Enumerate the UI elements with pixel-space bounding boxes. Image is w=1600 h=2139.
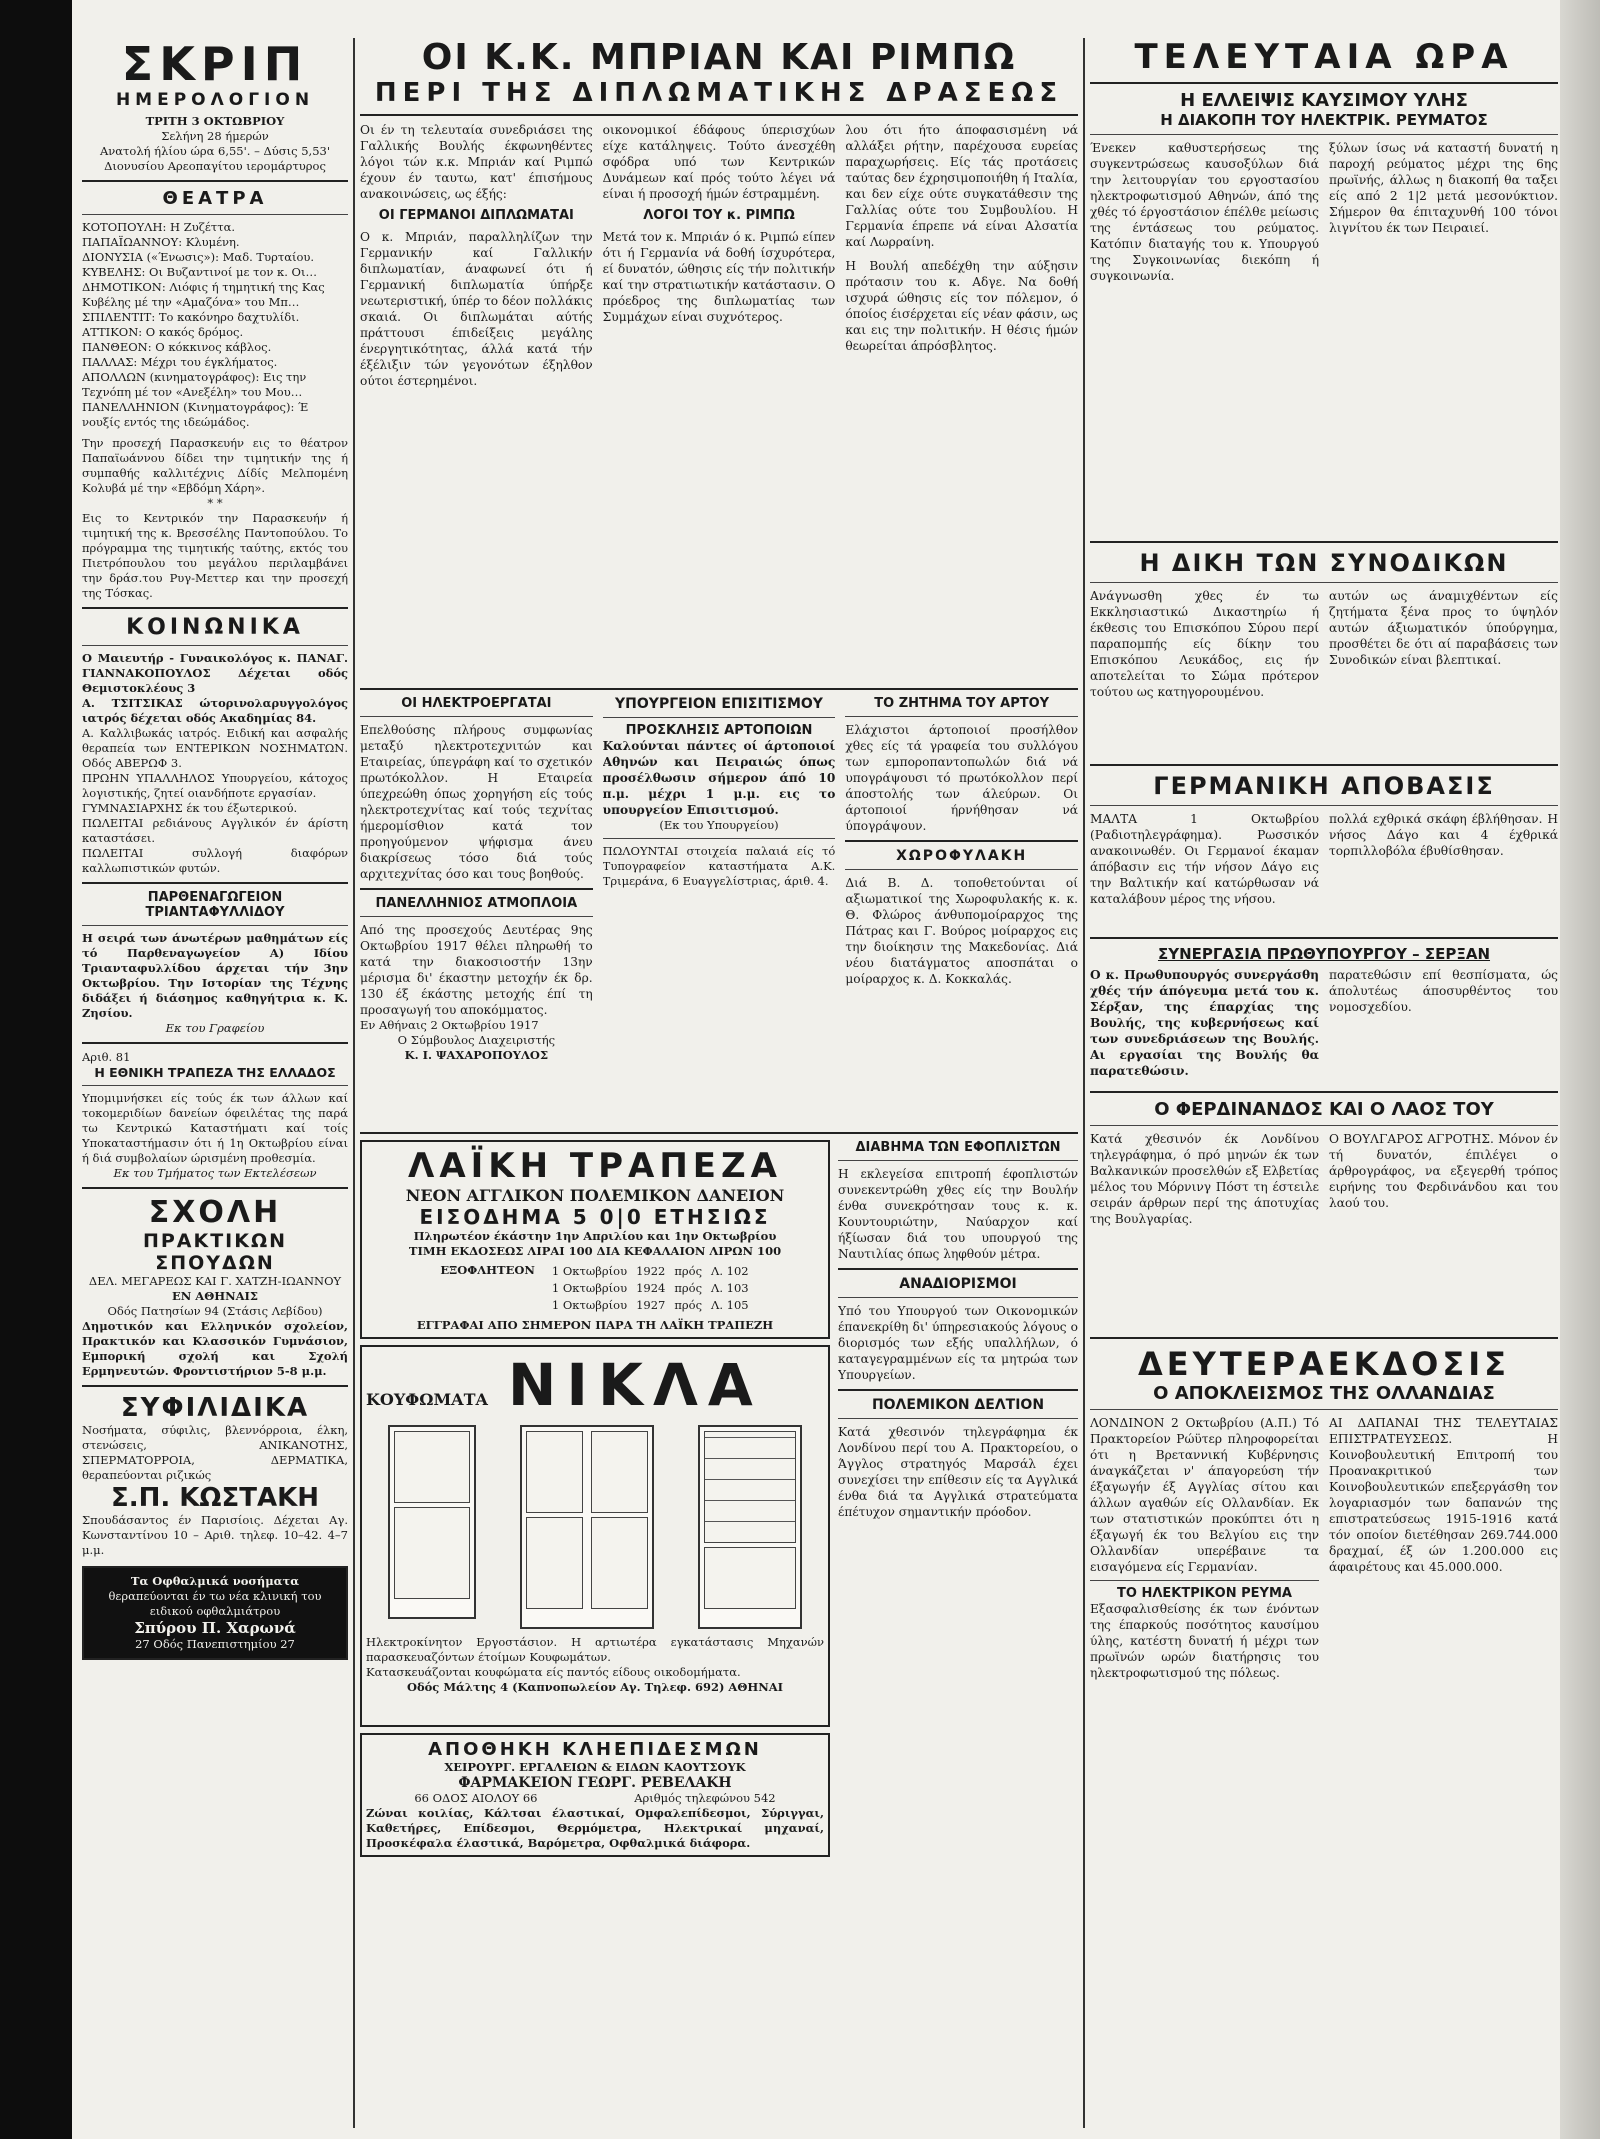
laiki-line2: ΕΙΣΟΔΗΜΑ 5 0|0 ΕΤΗΣΙΩΣ [419, 1205, 771, 1229]
ministry-text: Καλούνται πάντες οί άρτοποιοί Αθηνών και Πειραιώς όπως προσέλθωσιν σήμερον άπό 10 π.μ. μέχρι 1 μ.μ. εις το υπουργείον Επισιτισμού. [602, 739, 836, 817]
syphilis-ad-details: Σπουδάσαντος έν Παρισίοις. Δέχεται Αγ. Κωνσταντίνου 10 – Αριθ. τηλεφ. 10–42. 4–7 μ.μ. [82, 1513, 348, 1557]
middle-news-row [360, 696, 1078, 1126]
lead-col2b-text: Μετά τον κ. Μπριάν ό κ. Ριμπώ είπεν ότι ή Γερμανία νά δοθή ίσχυρότερα, εί δυνατόν, ώθησις είς τήν πολιτικήν καί την στρατιωτικήν κατάστασιν. Ο πρόεδρος της διπλωματίας των Συμμάχων είναι συχνότερος. [602, 230, 836, 324]
eye-ad-address: 27 Οδός Πανεπιστημίου 27 [135, 1637, 295, 1651]
lead-subheading: ΟΙ ΓΕΡΜΑΝΟΙ ΔΙΠΛΩΜΑΤΑΙ [378, 208, 574, 223]
pharmacy-text: Ζώναι κοιλίας, Κάλτσαι έλαστικαί, Ομφαλεπίδεσμοι, Σύριγγαι, Καθετήρες, Επίδεσμοι, Θερμόμετρα, Ηλεκτρικαί μηχαναί, Προσκέφαλα έλαστικά, Βαρόμετρα, Οφθαλμικά διάφορα. [366, 1806, 824, 1850]
ads-block [360, 1140, 830, 2086]
lead-col1b-text: Ο κ. Μπριάν, παραλληλίζων την Γερμανικήν καί Γαλλικήν διπλωματίαν, άναφωνεί ότι ή Γερμανική διπλωματία ύπήρξε νεωτεριστική, ύπέρ το δέον πολλάκις σκαιά. Οι διπλωμάται αύτής πράττουσι έπιδείξεις μεγάλης ένεργητικότητας, άλλά κατά τήν έξέλιξιν τών γεγονότων έξηλθον ούτοι έστερημένοι. [360, 230, 593, 388]
theatre-item: ΠΑΝΘΕΟΝ: Ο κόκκινος κάβλος. [82, 340, 272, 354]
energy-text: Επελθούσης πλήρους συμφωνίας μεταξύ ηλεκτροτεχνιτών και Εταιρείας, ύπεγράφη καί το σχετικόν πρωτόκολλον. Η Εταιρεία ύπεχρεώθη όπως χορηγήση είς τούς ηλεκτροτεχνίτας καί τούς τεχνίτας ήμερομίσθιον κατά τον προηγούμενον ψήφισμα άνευ διακρίσεως τόσο διά τούς αρχιτεχνίτας όσο και τους βοηθούς. [360, 723, 593, 881]
laiki-footer: ΕΓΓΡΑΦΑΙ ΑΠΟ ΣΗΜΕΡΟΝ ΠΑΡΑ ΤΗ ΛΑΪΚΗ ΤΡΑΠΕΖΗ [416, 1318, 774, 1332]
theatre-item: ΔΙΟΝΥΣΙΑ («Ένωσις»): Μαδ. Τυρταίου. [82, 250, 315, 264]
theatre-item: ΣΠΙΛΕΝΤΙΤ: Το κακόνηρο δαχτυλίδι. [82, 310, 300, 324]
laiki-rows [551, 1263, 750, 1314]
cooperation-text: Ο κ. Πρωθυπουργός συνεργάσθη χθές τήν άπόγευμα μετά του κ. Σέρξαν, της έπαρχίας της Βουλής, της κυβερνήσεως καί των συνεδριάσεων της Βουλής. Αι εργασίαι της Βουλής θα παρατεθώσιν. [1090, 968, 1319, 1078]
door-illustrations [366, 1425, 824, 1629]
theatre-item: ΠΑΛΛΑΣ: Μέχρι του έγκλήματος. [82, 355, 278, 369]
last-hour-heading: Η ΕΛΛΕΙΨΙΣ ΚΑΥΣΙΜΟΥ ΥΛΗΣ [1180, 90, 1468, 111]
ministry-subheading: ΠΡΟΣΚΛΗΣΙΣ ΑΡΤΟΠΟΙΩΝ [625, 723, 813, 738]
dark-scan-margin [0, 0, 72, 2139]
double-door-icon [520, 1425, 654, 1629]
pharmacy-phone: Αριθμός τηλεφώνου 542 [634, 1791, 776, 1805]
ads-row [360, 1140, 1078, 2086]
nikla-label: ΚΟΥΦΩΜΑΤΑ [366, 1390, 488, 1409]
cooperation-col2: παρατεθώσιν επί θεσπίσματα, ώς άπολυτέως άποσυρθέντος του νομοσχεδίου. [1329, 968, 1558, 1014]
social-entry: ΓΥΜΝΑΣΙΑΡΧΗΣ έκ του έξωτερικού. [82, 801, 298, 815]
syphilis-ad-text: Νοσήματα, σύφιλις, βλεννόρροια, έλκη, στενώσεις, ΑΝΙΚΑΝΟΤΗΣ, ΣΠΕΡΜΑΤΟΡΡΟΙΑ, ΔΕΡΜΑΤΙΚΑ, θεραπεύονται ριζικώς [82, 1423, 348, 1482]
school-ad-directors: ΔΕΛ. ΜΕΓΑΡΕΩΣ ΚΑΙ Γ. ΧΑΤΖΗ-ΙΩΑΝΝΟΥ [88, 1274, 342, 1288]
column-rule [353, 38, 355, 2128]
school-ad-text: Δημοτικόν και Ελληνικόν σχολείον, Πρακτικόν και Κλασσικόν Γυμνάσιον, Εμπορική σχολή και Σχολή Ερμηνευτών. Φροντιστήριον 5-8 μ.μ. [82, 1319, 348, 1378]
window-door-icon [698, 1425, 802, 1629]
pharmacy-title: ΑΠΟΘΗΚΗ ΚΛΗΕΠΙΔΕΣΜΩΝ [428, 1739, 762, 1760]
left-column: ΣΚΡΙΠ ΗΜΕΡΟΛΟΓΙΟΝ ΤΡΙΤΗ 3 ΟΚΤΩΒΡΙΟΥ Σελήνη 28 ήμερών Ανατολή ήλίου ώρα 6,55'. – Δύσις 5,53' Διονυσίου Αρεοπαγίτου ιερομάρτυρος ΘΕΑΤΡΑ ΚΟΤΟΠΟΥΛΗ: Η Ζυζέττα. ΠΑΠΑΪΩΑΝΝΟΥ: Κλυμένη. ΔΙΟΝΥΣΙΑ («Ένωσις»): Μαδ. Τυρταίου. ΚΥΒΕΛΗΣ: Οι Βυζαντινοί με τον κ. Οι… ΔΗΜΟΤΙΚΟΝ: Λιόφις ή τημητική της Κας Κυβέλης μέ την «Αμαζόνα» του Μπ… ΣΠΙΛΕΝΤΙΤ: Το κακόνηρο δαχτυλίδι. ΑΤΤΙΚΟΝ: Ο κακός δρόμος. ΠΑΝΘΕΟΝ: Ο κόκκινος κάβλος. ΠΑΛΛΑΣ: Μέχρι του έγκλήματος. ΑΠΟΛΛΩΝ (κινηματογράφος): Εις την Τεχνόπη μέ τον «Ανεξέλη» του Μου… ΠΑΝΕΛΛΗΝΙΟΝ (Κινηματογράφος): Έ νουξίς εντός της ιδεώμάδος. Την προσεχή Παρασκευήν εις το θέατρον Παπαϊωάννου δίδει την τιμητικήν της ή συμπαθής καλλιτέχνις Δίδίς Μελπομένη Κολυβά μέ την «Εβδόμη Χάρη». * * Εις το Κεντρικόν την Παρασκευήν ή τιμητική της κ. Βρεσσέλης Παντοπούλου. Το πρόγραμμα της τιμητικής ταύτης, εκτός του Πιετρόπουλου του μεγάλου περιλαμβάνει την δράσ.του Ρυγ-Μεττερ και την προσεχή της Τόσκας. ΚΟΙΝΩΝΙΚΑ Ο Μαιευτήρ - Γυναικολόγος κ. ΠΑΝΑΓ. ΓΙΑΝΝΑΚΟΠΟΥΛΟΣ Δέχεται οδός Θεμιστοκλέους 3 Α. ΤΣΙΤΣΙΚΑΣ ώτορινολαρυγγολόγος ιατρός δέχεται οδός Ακαδημίας 84. Α. Καλλιβωκάς ιατρός. Ειδική και ασφαλής θεραπεία των ΕΝΤΕΡΙΚΩΝ ΝΟΣΗΜΑΤΩΝ. Οδός ΑΒΕΡΩΦ 3. ΠΡΩΗΝ ΥΠΑΛΛΗΛΟΣ Υπουργείου, κάτοχος λογιστικής, ζητεί οιανδήποτε εργασίαν. ΓΥΜΝΑΣΙΑΡΧΗΣ έκ του έξωτερικού. ΠΩΛΕΙΤΑΙ ρεδιάνους Αγγλικόν έν άρίστη καταστάσει. ΠΩΛΕΙΤΑΙ συλλογή διαφόρων καλλωπιστικών φυτών. ΠΑΡΘΕΝΑΓΩΓΕΙΟΝ ΤΡΙΑΝΤΑΦΥΛΛΙΔΟΥ Η σειρά των άνωτέρων μαθημάτων είς τό Παρθεναγωγείον Α) Ιδίου Τριανταφυλλίδου άρχεται τήν 3ην Οκτωβρίου. Την Ιστορίαν της Τέχνης διδάξει ή διάσημος καθηγήτρια κ. Κ. Ζησίου. Εκ του Γραφείου Αριθ. 81 Η ΕΘΝΙΚΗ ΤΡΑΠΕΖΑ ΤΗΣ ΕΛΛΑΔΟΣ Υπομιμνήσκει είς τούς έκ των άλλων καί τοκομεριδίων δανείων όφειλέτας της παρά τω Κεντρικώ Καταστήματι καί τοίς Υποκαταστήμασιν ότι ή 1η Οκτωβρίου είναι ή διά συμβολαίων ώρισμένη προθεσμία. Εκ του Τμήματος των Εκτελέσεων ΣΧΟΛΗ ΠΡΑΚΤΙΚΩΝ ΣΠΟΥΔΩΝ ΔΕΛ. ΜΕΓΑΡΕΩΣ ΚΑΙ Γ. ΧΑΤΖΗ-ΙΩΑΝΝΟΥ ΕΝ ΑΘΗΝΑΙΣ Οδός Πατησίων 94 (Στάσις Λεβίδου) Δημοτικόν και Ελληνικόν σχολείον, Πρακτικόν και Κλασσικόν Γυμνάσιον, Εμπορική σχολή και Σχολή Ερμηνευτών. Φροντιστήριον 5-8 μ.μ. ΣΥΦΙΛΙΔΙΚΑ Νοσήματα, σύφιλις, βλεννόρροια, έλκη, στενώσεις, ΑΝΙΚΑΝΟΤΗΣ, ΣΠΕΡΜΑΤΟΡΡΟΙΑ, ΔΕΡΜΑΤΙΚΑ, θεραπεύονται ριζικώς Σ.Π. ΚΩΣΤΑΚΗ Σπουδάσαντος έν Παρισίοις. Δέχεται Αγ. Κωνσταντίνου 10 – Αριθ. τηλεφ. 10–42. 4–7 μ.μ. Τα Οφθαλμικά νοσήματα θεραπεύονται έν τω νέα κλινική του ειδικού οφθαλμιάτρου Σπύρου Π. Χαρωνά 27 Οδός Πανεπιστημίου 27 [82, 38, 348, 1660]
nikla-caption: Ηλεκτροκίνητον Εργοστάσιον. Η αρτιωτέρα εγκατάστασις Μηχανών παρασκευαζόντων έτοίμων Κουφωμάτων. [366, 1635, 824, 1664]
news-col [845, 696, 1078, 1126]
reprint-col1: ΛΟΝΔΙΝΟΝ 2 Οκτωβρίου (Α.Π.) Τό Πρακτορείον Ρώϋτερ πληροφορείται ότι η Βρεταννική Κυβέρνησις άναγκάζεται ν' άπαγορεύση τήν έξαγωγήν έξ Αγγλίας σίτου και άλλων αγαθών είς Ολλανδίαν. Εκ των στατιστικών προκύπτει ότι η έξαγωγή έκ του Βελγίου εις την Ολλανδίαν υπερέβαινε τα εισαγόμενα είς Γερμανίαν. [1090, 1416, 1319, 1574]
theatre-item: ΑΤΤΙΚΟΝ: Ο κακός δρόμος. [82, 325, 244, 339]
theatres-heading: ΘΕΑΤΡΑ [162, 188, 268, 209]
lead-subhead: ΠΕΡΙ ΤΗΣ ΔΙΠΛΩΜΑΤΙΚΗΣ ΔΡΑΣΕΩΣ [374, 78, 1064, 108]
lead-col3-text: λου ότι ήτο άποφασισμένη νά αλλάξει ρήτην, παρέχουσα ευρείας παραχωρήσεις. Είς τάς προτάσεις ταύτας δεν έχρησιμοποιήθη ή Ιταλία, και δεν είχε ούτε συγκατάθεσιν της Γαλλίας ούτε του Συμβουλίου. Η Γερμανία έπρεπε νά είναι Αλσατία καί Λωρραίνη. [845, 123, 1078, 249]
bank-notice-text: Υπομιμνήσκει είς τούς έκ των άλλων καί τοκομεριδίων δανείων όφειλέτας της παρά τω Κεντρικώ Καταστήματι καί τοίς Υποκαταστήμασιν ότι ή 1η Οκτωβρίου είναι ή διά συμβολαίων ώρισμένη προθεσμία. [82, 1091, 348, 1165]
table-row: 1 Οκτωβρίου 1922 πρός Λ. 102 [551, 1264, 749, 1278]
appointments-text: Υπό του Υπουργού των Οικονομικών έπανεκρίθη δι' ύπηρεσιακούς λόγους ο διορισμός των εξής υπαλλήλων, ό καταγεγραμμένων είς τα μητρώα των Υπουργείων. [838, 1304, 1078, 1382]
theatre-item: ΑΠΟΛΛΩΝ (κινηματογράφος): Εις την Τεχνόπη μέ τον «Ανεξέλη» του Μου… [82, 370, 307, 399]
theatre-item: ΔΗΜΟΤΙΚΟΝ: Λιόφις ή τημητική της Κας Κυβέλης μέ την «Αμαζόνα» του Μπ… [82, 280, 325, 309]
energy-heading: ΟΙ ΗΛΕΚΤΡΟΕΡΓΑΤΑΙ [401, 696, 552, 711]
reprint-banner: ΔΕΥΤΕΡΑΕΚΔΟΣΙΣ [1138, 1345, 1510, 1383]
masthead-line: Ανατολή ήλίου ώρα 6,55'. – Δύσις 5,53' [100, 144, 330, 158]
nikla-ad [360, 1345, 830, 1727]
synods-heading: Η ΔΙΚΗ ΤΩΝ ΣΥΝΟΔΙΚΩΝ [1139, 549, 1509, 577]
social-entry: ΠΡΩΗΝ ΥΠΑΛΛΗΛΟΣ Υπουργείου, κάτοχος λογιστικής, ζητεί οιανδήποτε εργασίαν. [82, 771, 348, 800]
door-icon [388, 1425, 476, 1619]
masthead-subtitle: ΗΜΕΡΟΛΟΓΙΟΝ [115, 90, 315, 110]
electric-heading: ΤΟ ΗΛΕΚΤΡΙΚΟΝ ΡΕΥΜΑ [1117, 1586, 1292, 1601]
school-ad-title: ΣΧΟΛΗ [148, 1195, 282, 1230]
social-heading: ΚΟΙΝΩΝΙΚΑ [126, 615, 304, 640]
social-entry: ΠΩΛΕΙΤΑΙ ρεδιάνους Αγγλικόν έν άρίστη καταστάσει. [82, 816, 348, 845]
right-column [1090, 38, 1558, 1715]
pharmacy-owner: ΦΑΡΜΑΚΕΙΟΝ ΓΕΩΡΓ. ΡΕΒΕΛΑΚΗ [458, 1775, 732, 1791]
laiki-line4: ΤΙΜΗ ΕΚΔΟΣΕΩΣ ΛΙΡΑΙ 100 ΔΙΑ ΚΕΦΑΛΑΙΟΝ ΛΙΡΩΝ 100 [408, 1244, 782, 1258]
war-bulletin-heading: ΠΟΛΕΜΙΚΟΝ ΔΕΛΤΙΟΝ [871, 1397, 1045, 1413]
ferdinand-col2: Ο ΒΟΥΛΓΑΡΟΣ ΑΓΡΟΤΗΣ. Μόνον έν τή δυνατόν, έπιλέγει ο άρθρογράφος, να εξεγερθή τρόπος ειρήνης του Φερδινάνδου και του λαού του. [1329, 1132, 1558, 1210]
synods-col1: Ανάγνωσθη χθες έν τω Εκκλησιαστικώ Δικαστηρίω ή έκθεσις του Επισκόπου Σύρου περί παραπομπής είς δίκην του Επισκόπου Λευκάδος, εις ήν αποτελείται το Σώμα πρότερον τούτου ως κατηγορουμένου. [1090, 589, 1319, 699]
last-hour-col2: ξύλων ίσως νά καταστή δυνατή η παροχή ρεύματος μέχρι της 6ης πρωϊνής, άλλως η διακοπή θα ταξει είς από 2 1|2 μετά μεσονύκτιον. Σήμερον θα έπιταχυνθή 100 τόνοι λιγνίτου έκ των Πειραιεί. [1329, 141, 1558, 235]
lead-col2-text: οικονομικοί έδάφους ύπερισχύων είχε κατάληψεις. Τούτο άνεσχέθη σφόδρα υπό των Κεντρικών Δυνάμεων καί πρός τούτο λέγει νά είναι ή προσοχή ήμών έστραμμένη. [602, 123, 836, 201]
lead-headline: ΟΙ Κ.Κ. ΜΠΡΙΑΝ ΚΑΙ ΡΙΜΠΩ [421, 38, 1017, 78]
lead-subheading: ΛΟΓΟΙ ΤΟΥ κ. ΡΙΜΠΩ [643, 208, 795, 223]
syphilis-ad-title: ΣΥΦΙΛΙΔΙΚΑ [120, 1393, 310, 1423]
land-heading: ΧΩΡΟΦΥΛΑΚΗ [896, 848, 1028, 864]
panhellenic-text: Από της προσεχούς Δευτέρας 9ης Οκτωβρίου 1917 θέλει πληρωθή το κατά την διακοσιοστήν 13ην μέρισμα δι' έκαστην μετοχήν έκ δρ. 130 έξ έκάστης μετοχής έπί τη προσαγωγή του αποκόμματος. [360, 923, 593, 1017]
panhellenic-date: Εν Αθήναις 2 Οκτωβρίου 1917 [360, 1018, 539, 1032]
school-notice-heading: ΠΑΡΘΕΝΑΓΩΓΕΙΟΝ ΤΡΙΑΝΤΑΦΥΛΛΙΔΟΥ [145, 890, 285, 920]
laiki-title: ΛΑΪΚΗ ΤΡΑΠΕΖΑ [408, 1146, 782, 1186]
reprint-heading: Ο ΑΠΟΚΛΕΙΣΜΟΣ ΤΗΣ ΟΛΛΑΝΔΙΑΣ [1153, 1383, 1495, 1404]
panhellenic-signature: Ο Σύμβουλος Διαχειριστής [397, 1033, 556, 1047]
nikla-caption2: Κατασκευάζονται κουφώματα είς παντός είδους οικοδομήματα. [366, 1665, 741, 1679]
theatre-item: ΠΑΠΑΪΩΑΝΝΟΥ: Κλυμένη. [82, 235, 240, 249]
theatre-item: ΚΟΤΟΠΟΥΛΗ: Η Ζυζέττα. [82, 220, 236, 234]
school-notice-text: Η σειρά των άνωτέρων μαθημάτων είς τό Παρθεναγωγείον Α) Ιδίου Τριανταφυλλίδου άρχεται τήν 3ην Οκτωβρίου. Την Ιστορίαν της Τέχνης διδάξει ή διάσημος καθηγήτρια κ. Κ. Ζησίου. [82, 931, 348, 1020]
synods-col2: αυτών ως άναμιχθέντων είς ζητήματα ξένα προς το ύψηλόν αυτών άξιωματικόν ύπούργημα, προσθέτει δε ότι αί παραβάσεις των Συνοδικών είναι βλεπτικαί. [1329, 589, 1558, 667]
social-entry: Ο Μαιευτήρ - Γυναικολόγος κ. ΠΑΝΑΓ. ΓΙΑΝΝΑΚΟΠΟΥΛΟΣ Δέχεται οδός Θεμιστοκλέους 3 [82, 651, 348, 695]
cooperation-heading: ΣΥΝΕΡΓΑΣΙΑ ΠΡΩΘΥΠΟΥΡΓΟΥ – ΣΕΡΞΑΝ [1157, 945, 1491, 963]
ministry-signature: (Εκ του Υπουργείου) [659, 818, 779, 832]
news-col [838, 1140, 1078, 2086]
masthead-line: Σελήνη 28 ήμερών [161, 129, 269, 143]
lead-col3b-text: Η Βουλή απεδέχθη την αύξησιν πρότασιν του κ. Αδγε. Να δοθή ισχυρά ώθησις είς τον πόλεμον, ό όποίος έισέρχεται είς νέαν φάσιν, ως και εις την πολιτικήν. Η θέσις ήμών θεωρείται άπρόσβλητος. [845, 259, 1078, 353]
officials-heading: ΔΙΑΒΗΜΑ ΤΩΝ ΕΦΟΠΛΙΣΤΩΝ [855, 1140, 1061, 1155]
masthead-line: Διονυσίου Αρεοπαγίτου ιερομάρτυρος [104, 159, 326, 173]
war-bulletin-text: Κατά χθεσινόν τηλεγράφημα έκ Λονδίνου περί του Α. Πρακτορείου, ο Άγγλος στρατηγός Μαρσάλ έχει συνεχίσει την επίθεσιν είς τα Αγγλικά ένθα διά τα Αγγλικά στρατεύματα έπέτυχον σημαντικήν πρόοδον. [838, 1425, 1078, 1519]
nikla-brand: ΝΙΚΛΑ [507, 1351, 763, 1419]
eye-ad-text: θεραπεύονται έν τω νέα κλινική του ειδικού οφθαλμιάτρου [108, 1589, 322, 1618]
german-landing-text: ΜΑΛΤΑ 1 Οκτωβρίου (Ραδιοτηλεγράφημα). Ρωσσικόν ανακοινωθέν. Οι Γερμανοί έκαμαν άπόβασιν εις τήν νήσον Δάγο εις την Βαλτικήν καί κατώρθωσαν νά καταλάβουν μέρος της νήσου. [1090, 812, 1319, 906]
theatre-note: Εις το Κεντρικόν την Παρασκευήν ή τιμητική της κ. Βρεσσέλης Παντοπούλου. Το πρόγραμμα της τιμητικής ταύτης, εκτός του Πιετρόπουλου του μεγάλου περιλαμβάνει την δράσ.του Ρυγ-Μεττερ και την προσεχή της Τόσκας. [82, 511, 348, 600]
school-ad-subtitle: ΠΡΑΚΤΙΚΩΝ ΣΠΟΥΔΩΝ [142, 1230, 288, 1274]
panhellenic-heading: ΠΑΝΕΛΛΗΝΙΟΣ ΑΤΜΟΠΛΟΙΑ [375, 896, 578, 911]
appointments-heading: ΑΝΑΔΙΟΡΙΣΜΟΙ [899, 1276, 1017, 1292]
bank-notice-signature: Εκ του Τμήματος των Εκτελέσεων [113, 1166, 317, 1180]
laiki-line3: Πληρωτέον έκάστην 1ην Απριλίου και 1ην Οκτωβρίου [413, 1229, 777, 1243]
ferdinand-text: Κατά χθεσινόν έκ Λονδίνου τηλεγράφημα, ό πρό μηνών έκ των Βαλκανικών προσελθών εξ Ελβετίας μέλος του Μόρνινγ Πόστ τη έστειλε σειράν άρθρων περί της άποτυχίας της Βουλγαρίας. [1090, 1132, 1319, 1226]
masthead-date: ΤΡΙΤΗ 3 ΟΚΤΩΒΡΙΟΥ [145, 114, 285, 128]
social-entry: Α. ΤΣΙΤΣΙΚΑΣ ώτορινολαρυγγολόγος ιατρός δέχεται οδός Ακαδημίας 84. [82, 696, 348, 725]
social-entry: Α. Καλλιβωκάς ιατρός. Ειδική και ασφαλής θεραπεία των ΕΝΤΕΡΙΚΩΝ ΝΟΣΗΜΑΤΩΝ. Οδός ΑΒΕΡΩΦ 3. [82, 726, 348, 770]
table-row: 1 Οκτωβρίου 1924 πρός Λ. 103 [551, 1281, 749, 1295]
lead-article-columns [360, 122, 1078, 682]
german-landing-col2: πολλά εχθρικά σκάφη έβλήθησαν. Η νήσος Δάγο και 4 έχθρικά τορπιλλοβόλα έβυθίσθησαν. [1329, 812, 1558, 858]
laiki-table [366, 1263, 824, 1314]
theatre-note: Την προσεχή Παρασκευήν εις το θέατρον Παπαϊωάννου δίδει την τιμητικήν της ή συμπαθής καλλιτέχνις Δίδίς Μελπομένη Κολυβά μέ την «Εβδόμη Χάρη». [82, 436, 348, 495]
column-rule [1083, 38, 1085, 2128]
pharmacy-ad [360, 1733, 830, 1857]
last-hour-subhead: Η ΔΙΑΚΟΠΗ ΤΟΥ ΗΛΕΚΤΡΙΚ. ΡΕΥΜΑΤΟΣ [1160, 111, 1488, 129]
syphilis-ad-doctor: Σ.Π. ΚΩΣΤΑΚΗ [110, 1483, 320, 1513]
officials-text: Η εκλεγείσα επιτροπή έφοπλιστών συνεκεντρώθη χθες είς την Βουλήν ένθα συνεκρότησαν τους κ. κ. Κουντουριώτην, Ναύαρχον καί ήξίωσαν διά του υπουργού της Ναυτιλίας όπως ληφθούν μέτρα. [838, 1167, 1078, 1261]
news-col [603, 696, 836, 1126]
masthead-title: ΣΚΡΙΠ [121, 38, 309, 91]
land-text: Διά Β. Δ. τοποθετούνται οί αξιωματικοί της Χωροφυλακής κ. κ. Θ. Φλώρος άνθυπομοίραρχος της Πάτρας και Γ. Βούρος μοίραρχος εις την διοίκησιν της Μακεδονίας. Διά νέου διατάγματος αποσπάται ο μοίραρχος κ. Δ. Κοκκαλάς. [845, 876, 1078, 986]
last-hour-col1: Ένεκεν καθυστερήσεως της συγκεντρώσεως καυσοξύλων διά την λειτουργίαν του εργοστασίου ηλεκτροφωτισμού Αθηνών, άπό της χθές τό έργοστάσιον έπέλθε μείωσις της έντάσεως του ρεύματος. Κατόπιν διαταγής του κ. Υπουργού της Συγκοινωνίας διεκόπη ή συγκοινωνία. [1090, 141, 1319, 283]
middle-column [360, 38, 1078, 2086]
laiki-bank-ad [360, 1140, 830, 1339]
ministry-footer: ΠΩΛΟΥΝΤΑΙ στοιχεία παλαιά είς τό Τυπογραφείον καταστήματα Α.Κ. Τριμεράνα, 6 Ευαγγελίστριας, άριθ. 4. [602, 844, 836, 888]
lead-col [845, 122, 1078, 682]
school-notice-signature: Εκ του Γραφείου [165, 1021, 265, 1035]
bread-text: Ελάχιστοι άρτοποιοί προσήλθον χθες είς τά γραφεία του συλλόγου των εμποροπαντοπωλών διά νά υπογράψουσι τό πρωτόκολλον περί άποστολής των άλεύρων. Οι άρτοποιοί ήρνήθησαν νά ύπογράψουν. [845, 723, 1078, 833]
lead-col [603, 122, 836, 682]
table-row: 1 Οκτωβρίου 1927 πρός Λ. 105 [551, 1298, 749, 1312]
nikla-address: Οδός Μάλτης 4 (Καπνοπωλείον Αγ. Τηλεφ. 692) ΑΘΗΝΑΙ [406, 1680, 784, 1694]
laiki-line1: ΝΕΟΝ ΑΓΓΛΙΚΟΝ ΠΟΛΕΜΙΚΟΝ ΔΑΝΕΙΟΝ [405, 1186, 785, 1205]
lead-col [360, 122, 593, 682]
lead-col1-text: Οι έν τη τελευταία συνεδριάσει της Γαλλικής Βουλής έκφωνηθέντες λόγοι τών κ.κ. Μπριάν καί Ριμπώ έχουν έν ταυτω, κατ' έπισήμους ανακοινώσεις, ως έξής: [360, 123, 593, 201]
eye-ad-title: Τα Οφθαλμικά νοσήματα [130, 1574, 300, 1588]
eye-ad-box [82, 1566, 348, 1660]
pharmacy-address: 66 ΟΔΟΣ ΑΙΟΛΟΥ 66 [414, 1791, 538, 1805]
eye-ad-doctor: Σπύρου Π. Χαρωνά [134, 1619, 296, 1637]
news-col [360, 696, 593, 1126]
panhellenic-name: Κ. Ι. ΨΑΧΑΡΟΠΟΥΛΟΣ [404, 1048, 549, 1062]
german-landing-heading: ΓΕΡΜΑΝΙΚΗ ΑΠΟΒΑΣΙΣ [1153, 772, 1495, 800]
bank-notice-heading: Η ΕΘΝΙΚΗ ΤΡΑΠΕΖΑ ΤΗΣ ΕΛΛΑΔΟΣ [94, 1065, 336, 1080]
theatre-item: ΚΥΒΕΛΗΣ: Οι Βυζαντινοί με τον κ. Οι… [82, 265, 317, 279]
school-ad-city: ΕΝ ΑΘΗΝΑΙΣ [171, 1289, 259, 1303]
social-entry: ΠΩΛΕΙΤΑΙ συλλογή διαφόρων καλλωπιστικών φυτών. [82, 846, 348, 875]
electric-text: Εξασφαλισθείσης έκ των ένόντων της έπαρκούς ποσότητος καυσίμου ύλης, κατέστη δυνατή ή μέχρι των πρωϊνών ωρών διατήρησις του ηλεκτροφωτισμού της πόλεως. [1090, 1602, 1319, 1680]
ministry-heading: ΥΠΟΥΡΓΕΙΟΝ ΕΠΙΣΙΤΙΣΜΟΥ [615, 696, 823, 712]
school-ad-address: Οδός Πατησίων 94 (Στάσις Λεβίδου) [107, 1304, 323, 1318]
bread-heading: ΤΟ ΖΗΤΗΜΑ ΤΟΥ ΑΡΤΟΥ [874, 696, 1050, 711]
theatre-item: ΠΑΝΕΛΛΗΝΙΟΝ (Κινηματογράφος): Έ νουξίς εντός της ιδεώμάδος. [82, 400, 309, 429]
bank-notice-number: Αριθ. 81 [82, 1050, 131, 1064]
ferdinand-heading: Ο ΦΕΡΔΙΝΑΝΔΟΣ ΚΑΙ Ο ΛΑΟΣ ΤΟΥ [1154, 1099, 1494, 1120]
light-scan-margin [1560, 0, 1600, 2139]
pharmacy-subtitle: ΧΕΙΡΟΥΡΓ. ΕΡΓΑΛΕΙΩΝ & ΕΙΔΩΝ ΚΑΟΥΤΣΟΥΚ [444, 1760, 746, 1774]
last-hour-banner: ΤΕΛΕΥΤΑΙΑ ΩΡΑ [1134, 38, 1514, 77]
laiki-table-label: ΕΞΟΦΛΗΤΕΟΝ [440, 1263, 535, 1277]
reprint-col2: ΑΙ ΔΑΠΑΝΑΙ ΤΗΣ ΤΕΛΕΥΤΑΙΑΣ ΕΠΙΣΤΡΑΤΕΥΣΕΩΣ. Η Κοινοβουλευτική Επιτροπή του Προανακριτικού των Κοινοβουλευτικών επεξεργάσθη τον λογαριασμόν των δαπανών της επιστρατεύσεως 1915-1916 κατά τόν οποίον διετέθησαν 269.744.000 δραχμαί, έξ ών 1.200.000 εις άφαιρέτους και 45.000.000. [1329, 1416, 1558, 1574]
